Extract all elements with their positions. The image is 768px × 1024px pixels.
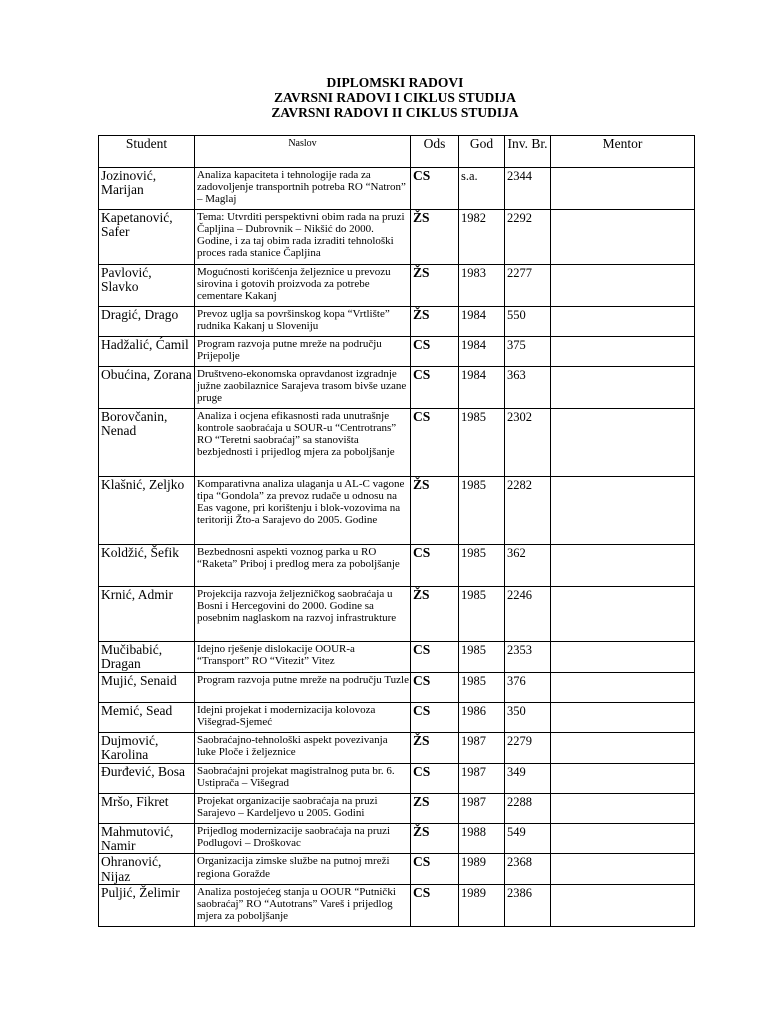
cell-ods: ŽS — [411, 477, 459, 545]
thesis-table — [98, 135, 695, 927]
cell-god: 1986 — [459, 702, 505, 732]
cell-ods: ŽS — [411, 587, 459, 642]
cell-ods: CS — [411, 642, 459, 673]
cell-mentor — [551, 587, 695, 642]
cell-mentor — [551, 307, 695, 337]
cell-inv: 2386 — [505, 885, 551, 927]
cell-inv: 362 — [505, 545, 551, 587]
cell-student: Memić, Sead — [99, 702, 195, 732]
cell-ods: CS — [411, 367, 459, 409]
cell-ods: CS — [411, 168, 459, 210]
cell-inv: 2302 — [505, 409, 551, 477]
cell-god: 1984 — [459, 307, 505, 337]
table-row — [99, 732, 695, 763]
cell-student: Puljić, Želimir — [99, 885, 195, 927]
cell-ods: CS — [411, 545, 459, 587]
table-row — [99, 210, 695, 265]
cell-inv: 2282 — [505, 477, 551, 545]
cell-god: 1985 — [459, 642, 505, 673]
cell-inv: 2288 — [505, 793, 551, 823]
table-row — [99, 337, 695, 367]
cell-mentor — [551, 763, 695, 793]
cell-student: Mahmutović, Namir — [99, 823, 195, 854]
cell-naslov: Idejno rješenje dislokacije OOUR-a “Transport” RO “Vitezit” Vitez — [195, 642, 411, 673]
cell-naslov: Društveno-ekonomska opravdanost izgradnje južne zaobilaznice Sarajeva trasom bivše uzane pruge — [195, 367, 411, 409]
cell-god: 1985 — [459, 477, 505, 545]
cell-naslov: Organizacija zimske službe na putnoj mreži regiona Goražde — [195, 854, 411, 885]
cell-god: 1985 — [459, 409, 505, 477]
cell-ods: ZS — [411, 793, 459, 823]
cell-mentor — [551, 823, 695, 854]
cell-inv: 2246 — [505, 587, 551, 642]
cell-student: Krnić, Admir — [99, 587, 195, 642]
cell-mentor — [551, 265, 695, 307]
cell-inv: 376 — [505, 672, 551, 702]
cell-god: 1987 — [459, 763, 505, 793]
cell-student: Mujić, Senaid — [99, 672, 195, 702]
cell-naslov: Idejni projekat i modernizacija kolovoza Višegrad-Sjemeć — [195, 702, 411, 732]
cell-ods: ŽS — [411, 265, 459, 307]
table-row — [99, 367, 695, 409]
column-header-naslov: Naslov — [195, 136, 411, 168]
cell-mentor — [551, 210, 695, 265]
table-row — [99, 409, 695, 477]
cell-naslov: Analiza i ocjena efikasnosti rada unutrašnje kontrole saobraćaja u SOUR-u “Centrotrans” RO “Teretni saobraćaj” sa stanovišta bezbjednosti i prijedlog mjera za poboljšanje — [195, 409, 411, 477]
column-header-student: Student — [99, 136, 195, 168]
cell-naslov: Projekcija razvoja željezničkog saobraćaja u Bosni i Hercegovini do 2000. Godine sa posebnim naglaskom na razvoj infrastrukture — [195, 587, 411, 642]
cell-inv: 550 — [505, 307, 551, 337]
heading-line-1: DIPLOMSKI RADOVI — [326, 75, 464, 90]
table-row — [99, 854, 695, 885]
cell-inv: 363 — [505, 367, 551, 409]
cell-inv: 2344 — [505, 168, 551, 210]
cell-student: Pavlović, Slavko — [99, 265, 195, 307]
cell-inv: 375 — [505, 337, 551, 367]
cell-mentor — [551, 168, 695, 210]
cell-student: Obućina, Zorana — [99, 367, 195, 409]
cell-god: 1989 — [459, 854, 505, 885]
cell-student: Koldžić, Šefik — [99, 545, 195, 587]
cell-inv: 2368 — [505, 854, 551, 885]
cell-mentor — [551, 854, 695, 885]
cell-inv: 2277 — [505, 265, 551, 307]
cell-god: 1984 — [459, 337, 505, 367]
cell-inv: 2292 — [505, 210, 551, 265]
table-row — [99, 307, 695, 337]
cell-naslov: Bezbednosni aspekti voznog parka u RO “Raketa” Priboj i predlog mera za poboljšanje — [195, 545, 411, 587]
cell-mentor — [551, 337, 695, 367]
cell-mentor — [551, 885, 695, 927]
cell-naslov: Mogućnosti korišćenja željeznice u prevozu sirovina i gotovih proizvoda za potrebe cementare Kakanj — [195, 265, 411, 307]
cell-mentor — [551, 367, 695, 409]
cell-naslov: Saobraćajni projekat magistralnog puta br. 6. Ustiprača – Višegrad — [195, 763, 411, 793]
table-row — [99, 587, 695, 642]
cell-ods: ŽS — [411, 210, 459, 265]
cell-inv: 549 — [505, 823, 551, 854]
cell-god: 1987 — [459, 793, 505, 823]
heading-line-2: ZAVRSNI RADOVI I CIKLUS STUDIJA — [273, 90, 517, 105]
cell-naslov: Prijedlog modernizacije saobraćaja na pruzi Podlugovi – Droškovac — [195, 823, 411, 854]
cell-mentor — [551, 409, 695, 477]
cell-god: s.a. — [459, 168, 505, 210]
cell-student: Đurđević, Bosa — [99, 763, 195, 793]
cell-mentor — [551, 672, 695, 702]
cell-ods: CS — [411, 854, 459, 885]
cell-god: 1983 — [459, 265, 505, 307]
table-row — [99, 265, 695, 307]
cell-ods: ŽS — [411, 732, 459, 763]
cell-ods: ŽS — [411, 823, 459, 854]
cell-ods: ŽS — [411, 307, 459, 337]
heading-line-3: ZAVRSNI RADOVI II CIKLUS STUDIJA — [271, 105, 519, 120]
cell-ods: CS — [411, 337, 459, 367]
table-row — [99, 477, 695, 545]
cell-student: Dragić, Drago — [99, 307, 195, 337]
cell-mentor — [551, 477, 695, 545]
cell-naslov: Analiza kapaciteta i tehnologije rada za zadovoljenje transportnih potreba RO “Natron” – Maglaj — [195, 168, 411, 210]
cell-ods: CS — [411, 409, 459, 477]
cell-student: Jozinović, Marijan — [99, 168, 195, 210]
cell-god: 1989 — [459, 885, 505, 927]
cell-ods: CS — [411, 763, 459, 793]
table-row — [99, 545, 695, 587]
table-row — [99, 642, 695, 673]
cell-god: 1987 — [459, 732, 505, 763]
cell-naslov: Program razvoja putne mreže na području Tuzle — [195, 672, 411, 702]
cell-mentor — [551, 545, 695, 587]
cell-student: Mršo, Fikret — [99, 793, 195, 823]
cell-mentor — [551, 702, 695, 732]
cell-god: 1985 — [459, 587, 505, 642]
column-header-ods: Ods — [411, 136, 459, 168]
document-heading — [0, 75, 768, 120]
table-row — [99, 168, 695, 210]
column-header-god: God — [459, 136, 505, 168]
cell-student: Kapetanović, Safer — [99, 210, 195, 265]
cell-inv: 350 — [505, 702, 551, 732]
table-row — [99, 763, 695, 793]
cell-naslov: Prevoz uglja sa površinskog kopa “Vrtlište” rudnika Kakanj u Sloveniju — [195, 307, 411, 337]
cell-naslov: Saobraćajno-tehnološki aspekt povezivanja luke Ploče i željeznice — [195, 732, 411, 763]
column-header-inv: Inv. Br. — [505, 136, 551, 168]
cell-inv: 2279 — [505, 732, 551, 763]
cell-ods: CS — [411, 885, 459, 927]
cell-naslov: Program razvoja putne mreže na području Prijepolje — [195, 337, 411, 367]
cell-god: 1985 — [459, 545, 505, 587]
cell-student: Klašnić, Zeljko — [99, 477, 195, 545]
cell-student: Hadžalić, Ćamil — [99, 337, 195, 367]
cell-god: 1984 — [459, 367, 505, 409]
cell-naslov: Tema: Utvrditi perspektivni obim rada na pruzi Čapljina – Dubrovnik – Nikšić do 2000. Godine, i za taj obim rada izraditi tehnološki proces rada stanice Čapljina — [195, 210, 411, 265]
cell-inv: 2353 — [505, 642, 551, 673]
cell-student: Ohranović, Nijaz — [99, 854, 195, 885]
table-row — [99, 672, 695, 702]
column-header-mentor: Mentor — [551, 136, 695, 168]
cell-mentor — [551, 732, 695, 763]
cell-naslov: Analiza postojećeg stanja u OOUR “Putnički saobraćaj” RO “Autotrans” Vareš i prijedlog mjera za poboljšanje — [195, 885, 411, 927]
table-row — [99, 823, 695, 854]
cell-god: 1988 — [459, 823, 505, 854]
table-row — [99, 885, 695, 927]
cell-god: 1982 — [459, 210, 505, 265]
table-header-row — [99, 136, 695, 168]
cell-mentor — [551, 793, 695, 823]
table-row — [99, 793, 695, 823]
cell-inv: 349 — [505, 763, 551, 793]
table-row — [99, 702, 695, 732]
cell-naslov: Projekat organizacije saobraćaja na pruzi Sarajevo – Kardeljevo u 2005. Godini — [195, 793, 411, 823]
cell-god: 1985 — [459, 672, 505, 702]
cell-mentor — [551, 642, 695, 673]
cell-ods: CS — [411, 702, 459, 732]
cell-student: Dujmović, Karolina — [99, 732, 195, 763]
cell-ods: CS — [411, 672, 459, 702]
cell-student: Borovčanin, Nenad — [99, 409, 195, 477]
cell-student: Mučibabić, Dragan — [99, 642, 195, 673]
cell-naslov: Komparativna analiza ulaganja u AL-C vagone tipa “Gondola” za prevoz rudače u odnosu na Eas vagone, pri korištenju i blok-vozovima na teritoriji Žto-a Sarajevo do 2005. Godine — [195, 477, 411, 545]
